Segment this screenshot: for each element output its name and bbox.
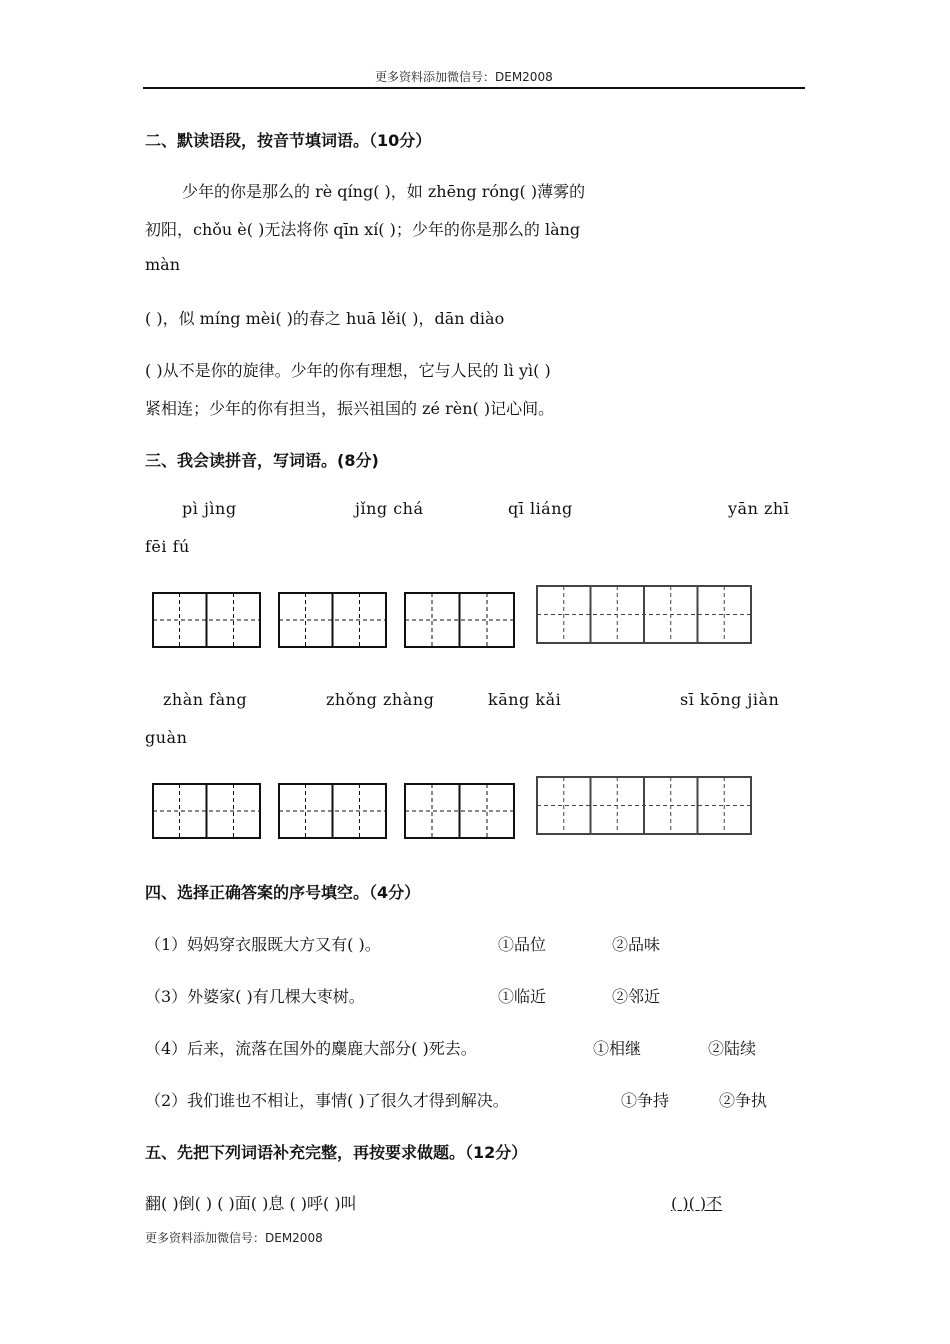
writing-grid-1[interactable] [152,592,262,648]
writing-grid-7[interactable] [404,783,516,839]
pinyin-3: qī liáng [508,499,573,518]
section-5-title: 五、先把下列词语补充完整，再按要求做题。（12分） [145,1143,528,1162]
pinyin-1: pì jìng [182,499,237,518]
pinyin-8: sī kōng jiàn [680,690,780,709]
question-2-option-b[interactable]: ②争执 [719,1091,768,1110]
section-2-line-2: 初阳，chǒu è( )无法将你 qīn xí( )；少年的你是那么的 làng [145,220,581,239]
writing-grid-8[interactable] [536,776,753,836]
section-2-line-4: ( )，似 míng mèi( )的春之 huā lěi( )，dān diào [145,309,505,328]
question-3-option-a[interactable]: ①临近 [498,987,547,1006]
question-1-option-b[interactable]: ②品味 [612,935,661,954]
section-5-line-underlined: ( )( )不 [671,1194,723,1213]
section-2-line-6: 紧相连；少年的你有担当，振兴祖国的 zé rèn( )记心间。 [145,399,555,418]
question-4-option-b[interactable]: ②陆续 [708,1039,757,1058]
question-1-option-a[interactable]: ①品位 [498,935,547,954]
writing-grid-5[interactable] [152,783,262,839]
section-3-title: 三、我会读拼音，写词语。(8分) [145,451,379,470]
pinyin-4-cont: fēi fú [145,537,190,556]
question-3-option-b[interactable]: ②邻近 [612,987,661,1006]
section-2-line-3: màn [145,255,181,274]
writing-grid-4[interactable] [536,585,753,645]
writing-grid-3[interactable] [404,592,516,648]
page-header: 更多资料添加微信号：DEM2008 [375,70,553,84]
section-2-line-5: ( )从不是你的旋律。少年的你有理想，它与人民的 lì yì( ) [145,361,551,380]
question-3: （3）外婆家( )有几棵大枣树。 [145,987,365,1006]
page-footer: 更多资料添加微信号：DEM2008 [145,1231,323,1245]
header-rule [143,87,805,89]
pinyin-5: zhàn fàng [163,690,248,709]
writing-grid-2[interactable] [278,592,388,648]
pinyin-2: jǐng chá [355,499,424,518]
pinyin-4: yān zhī [728,499,790,518]
question-1: （1）妈妈穿衣服既大方又有( )。 [145,935,381,954]
question-4: （4）后来，流落在国外的麋鹿大部分( )死去。 [145,1039,477,1058]
section-4-title: 四、选择正确答案的序号填空。（4分） [145,883,421,902]
pinyin-7: kāng kǎi [488,690,562,709]
section-5-line: 翻( )倒( ) ( )面( )息 ( )呼( )叫 [145,1194,357,1213]
section-2-line-1: 少年的你是那么的 rè qíng( )，如 zhēng róng( )薄雾的 [182,182,586,201]
writing-grid-6[interactable] [278,783,388,839]
question-4-option-a[interactable]: ①相继 [593,1039,642,1058]
pinyin-6: zhǒng zhàng [326,690,435,709]
section-2-title: 二、默读语段，按音节填词语。（10分） [145,131,432,150]
pinyin-8-cont: guàn [145,728,188,747]
question-2: （2）我们谁也不相让，事情( )了很久才得到解决。 [145,1091,509,1110]
question-2-option-a[interactable]: ①争持 [621,1091,670,1110]
